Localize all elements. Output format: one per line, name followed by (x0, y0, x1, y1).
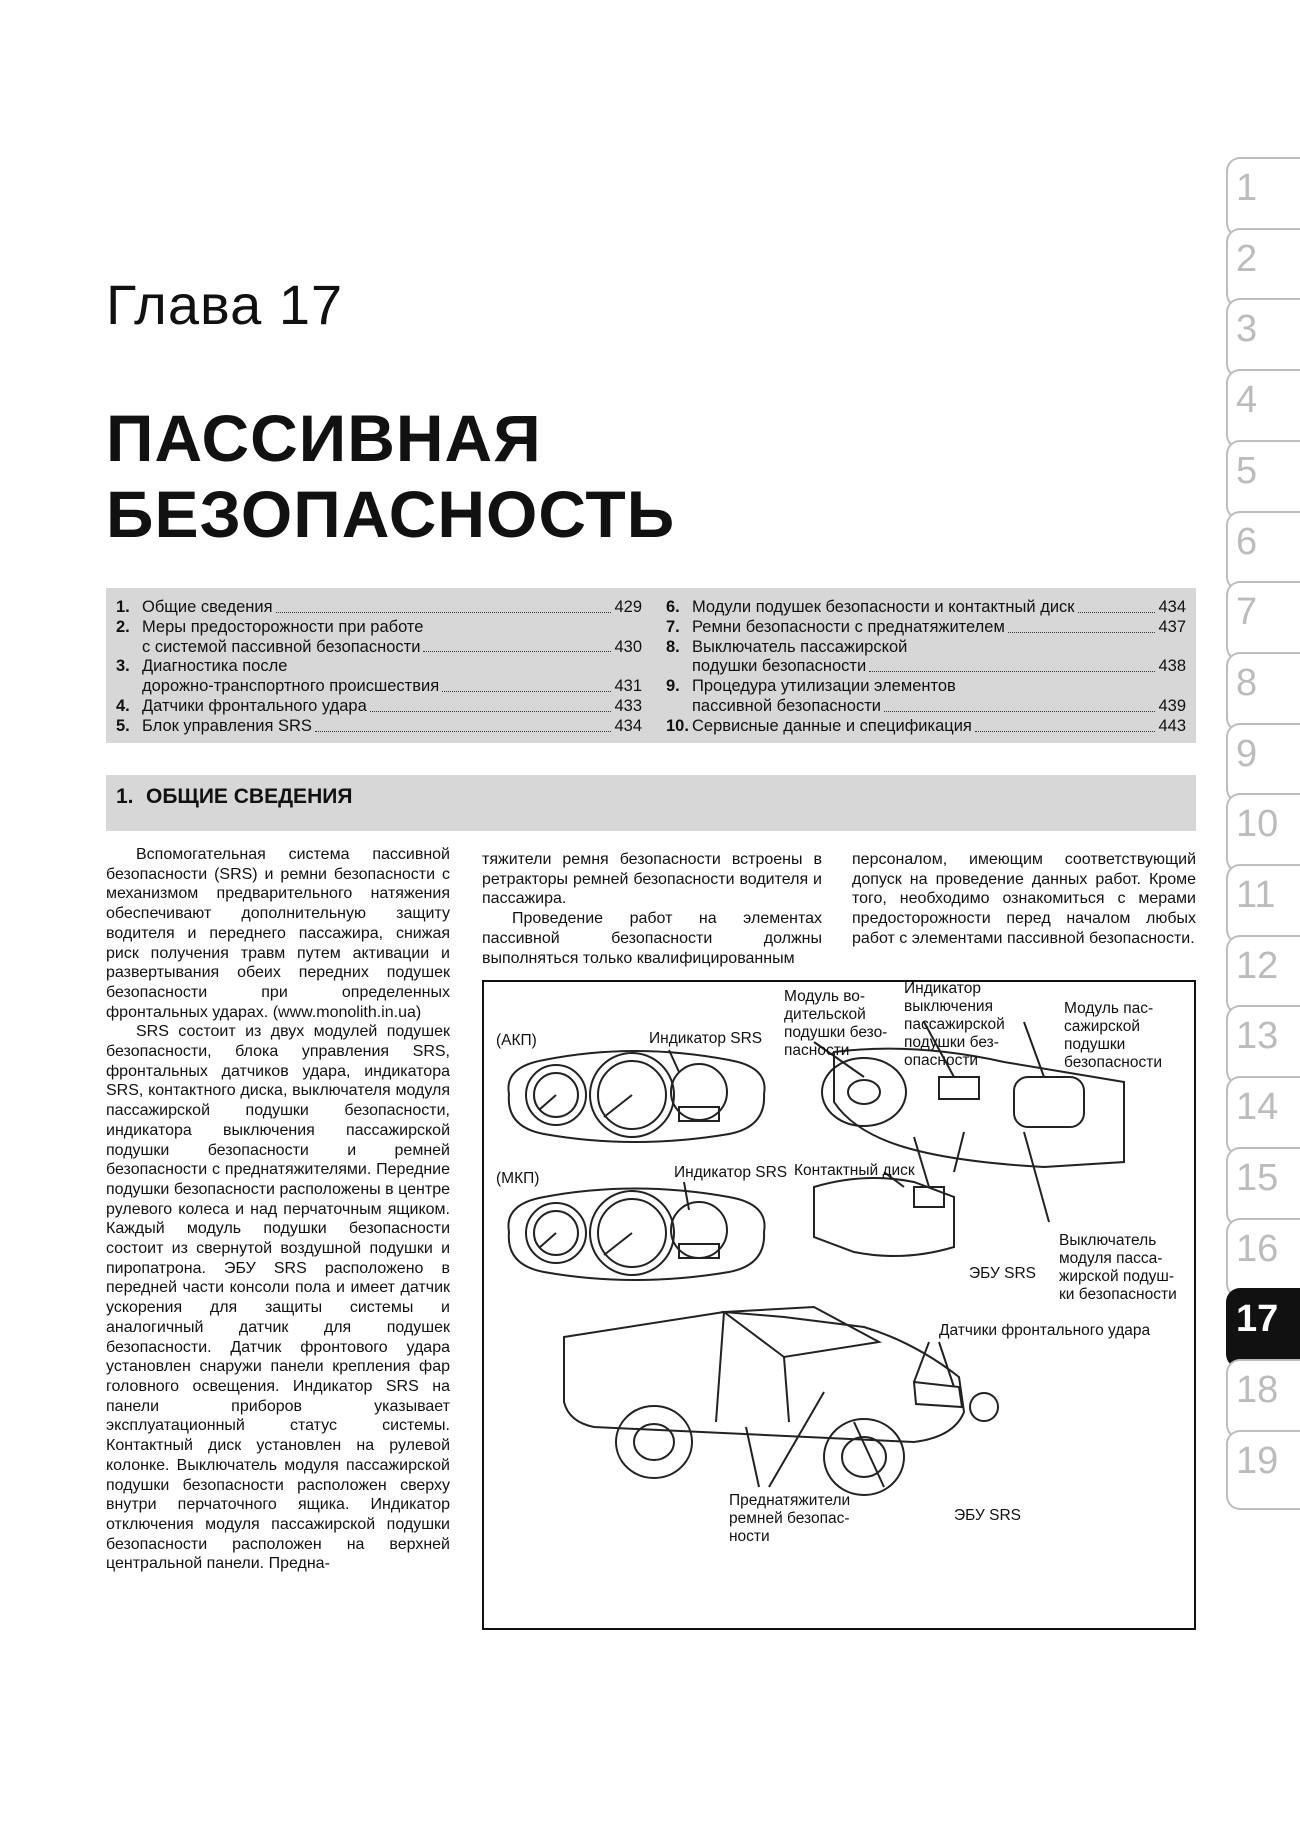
chapter-tab-label: 2 (1236, 237, 1258, 280)
passenger-airbag-switch-label: Выключатель модуля пасса- жирской подуш- ки безопасности (1059, 1232, 1177, 1303)
chapter-tab-label: 8 (1236, 661, 1258, 704)
chapter-tab-19[interactable] (1226, 1430, 1300, 1510)
toc-entry (116, 657, 642, 697)
toc-column-right (666, 598, 1186, 737)
toc-entry-line (142, 618, 642, 638)
toc-entry-title: Модули подушек безопасности и контактный диск (692, 598, 1075, 616)
toc-entry-page: 443 (1158, 716, 1186, 735)
chapter-tab-14[interactable] (1226, 1076, 1300, 1156)
passenger-airbag-off-indicator-label: Индикатор выключения пассажирской подушки без- опасности (904, 980, 1005, 1069)
toc-entry-line (692, 717, 1186, 737)
chapter-tab-8[interactable] (1226, 652, 1300, 732)
toc-entry-line (142, 697, 642, 717)
toc-entry-title: Датчики фронтального удара (142, 696, 367, 715)
toc-entry-line (142, 717, 642, 737)
toc-entry-title: Процедура утилизации элементов (692, 677, 956, 696)
chapter-title-line-1: ПАССИВНАЯ (106, 401, 542, 475)
toc-dot-leader (315, 731, 612, 732)
toc-entry (116, 618, 642, 658)
toc-entry-number: 2. (116, 617, 130, 636)
pretensioners-label: Преднатяжители ремней безопас- ности (729, 1492, 851, 1545)
toc-dot-leader (869, 671, 1155, 672)
toc-entry-number: 8. (666, 637, 680, 656)
chapter-tab-label: 4 (1236, 379, 1258, 422)
toc-entry-page: 434 (1158, 598, 1186, 616)
toc-dot-leader (1078, 612, 1156, 613)
chapter-tab-label: 9 (1236, 732, 1258, 775)
front-impact-sensors-label: Датчики фронтального удара (939, 1322, 1151, 1339)
toc-entry-line (142, 677, 642, 697)
chapter-tab-3[interactable] (1226, 298, 1300, 378)
chapter-tab-label: 11 (1236, 874, 1276, 916)
toc-dot-leader (442, 691, 611, 692)
chapter-tab-4[interactable] (1226, 369, 1300, 449)
chapter-tab-15[interactable] (1226, 1147, 1300, 1227)
section-title: ОБЩИЕ СВЕДЕНИЯ (146, 785, 353, 808)
text-column-1 (106, 845, 450, 1574)
chapter-tab-9[interactable] (1226, 723, 1300, 803)
toc-entry-number: 1. (116, 598, 130, 616)
chapter-tab-2[interactable] (1226, 228, 1300, 308)
paragraph: SRS состоит из двух модулей подушек безопасности, блока управления SRS, фронтальных датчиков удара, индикатора SRS, контактного диска, выключателя модуля пассажирской подушки безопасности, индикатора выключения пассажирской подушки безопасности и ремней безопасности с преднатяжителями. Передние подушки безопасности расположены в центре рулевого колеса и над перчаточным ящиком. Каждый модуль подушки безопасности состоит из свернутой воздушной подушки и пиропатрона. ЭБУ SRS расположено в передней части консоли пола и имеет датчик ускорения для защиты системы и аналогичный датчик для подушек безопасности. Датчик фронтового удара установлен снаружи панели крепления фар головного освещения. Индикатор SRS на панели приборов указывает эксплуатационный статус системы. Контактный диск установлен на рулевой колонке. Выключатель модуля пассажирской подушки безопасности расположен сверху внутри перчаточного ящика. Индикатор отключения модуля пассажирской подушки безопасности расположен на верхней центральной панели. Предна- (106, 1023, 450, 1573)
toc-entry (666, 677, 1186, 717)
toc-entry-page: 431 (614, 677, 642, 696)
text-column-3 (852, 850, 1196, 949)
chapter-tab-label: 1 (1236, 167, 1258, 209)
toc-entry-number: 6. (666, 598, 680, 616)
toc-entry-title: с системой пассивной безопасности (142, 637, 421, 656)
toc-entry-page: 434 (614, 716, 642, 735)
toc-entry-title: Выключатель пассажирской (692, 637, 908, 656)
toc-entry-line (692, 618, 1186, 638)
chapter-tab-11[interactable] (1226, 864, 1300, 944)
chapter-tab-1[interactable] (1226, 157, 1300, 237)
paragraph: персоналом, имеющим соответствующий допуск на проведение данных работ. Кроме того, необходимо ознакомиться с мерами предосторожности перед началом любых работ с элементами пассивной безопасности. (852, 851, 1196, 947)
chapter-tab-label: 18 (1236, 1368, 1279, 1411)
chapter-tab-label: 14 (1236, 1086, 1279, 1129)
paragraph: Вспомогательная система пассивной безопасности (SRS) и ремни безопасности с механизмом предварительного натяжения обеспечивают дополнительную защиту водителя и переднего пассажира, снижая риск получения травм путем активации и развертывания обеих передних подушек безопасности при определенных фронтальных ударах. (www.monolith.in.ua) (106, 846, 450, 1021)
srs-components-figure (482, 980, 1196, 1630)
toc-entry-number: 9. (666, 677, 680, 696)
toc-entry-line (142, 657, 642, 677)
section-number: 1. (116, 785, 134, 808)
toc-entry-page: 438 (1158, 657, 1186, 676)
chapter-tab-label: 7 (1236, 591, 1258, 634)
chapter-tab-label: 6 (1236, 520, 1258, 563)
toc-entry-line (692, 677, 1186, 697)
toc-entry (666, 717, 1186, 737)
toc-dot-leader (975, 731, 1156, 732)
chapter-tab-17[interactable] (1226, 1288, 1300, 1368)
chapter-tab-label: 19 (1236, 1439, 1279, 1482)
chapter-tab-label: 13 (1236, 1015, 1279, 1058)
interior-dashboard-illustration (814, 1049, 1124, 1256)
toc-entry-page: 429 (614, 598, 642, 616)
toc-entry-title: Меры предосторожности при работе (142, 617, 424, 636)
toc-entry-line (692, 598, 1186, 618)
toc-entry (666, 618, 1186, 638)
toc-entry-page: 430 (614, 637, 642, 656)
chapter-number: Глава 17 (106, 273, 344, 336)
chapter-tab-5[interactable] (1226, 440, 1300, 520)
toc-entry (116, 717, 642, 737)
chapter-tab-13[interactable] (1226, 1005, 1300, 1085)
toc-entry (116, 697, 642, 717)
chapter-tab-label: 15 (1236, 1156, 1279, 1199)
chapter-tab-label: 5 (1236, 449, 1258, 492)
chapter-tab-label: 10 (1236, 803, 1279, 846)
toc-entry-line (142, 638, 642, 658)
toc-entry-line (692, 657, 1186, 677)
toc-entry-number: 3. (116, 657, 130, 676)
toc-entry-page: 433 (614, 696, 642, 715)
toc-entry-number: 4. (116, 696, 130, 715)
toc-dot-leader (423, 651, 611, 652)
toc-entry-title: Сервисные данные и спецификация (692, 716, 972, 735)
toc-column-left (116, 598, 642, 737)
toc-dot-leader (276, 612, 612, 613)
toc-entry-line (692, 697, 1186, 717)
toc-entry-title: пассивной безопасности (692, 696, 881, 715)
chapter-title (106, 400, 675, 552)
chapter-tab-6[interactable] (1226, 511, 1300, 591)
toc-entry-title: Ремни безопасности с преднатяжителем (692, 617, 1005, 636)
toc-entry (116, 598, 642, 618)
instrument-cluster-akp-illustration (508, 1051, 764, 1142)
chapter-tab-label: 3 (1236, 308, 1258, 351)
toc-entry-number: 10. (666, 716, 689, 735)
srs-ecu-label-interior: ЭБУ SRS (969, 1265, 1036, 1282)
chapter-tab-label: 12 (1236, 944, 1279, 987)
driver-airbag-label: Модуль во- дительской подушки безо- пасности (784, 988, 888, 1059)
toc-entry-page: 439 (1158, 696, 1186, 715)
chapter-tab-label: 16 (1236, 1227, 1279, 1270)
passenger-airbag-label: Модуль пас- сажирской подушки безопасности (1064, 1000, 1162, 1071)
toc-entry-title: Диагностика после (142, 657, 288, 676)
chapter-tab-7[interactable] (1226, 581, 1300, 661)
toc-entry-title: подушки безопасности (692, 657, 867, 676)
chapter-title-line-2: БЕЗОПАСНОСТЬ (106, 477, 676, 551)
clock-spring-label: Контактный диск (794, 1162, 915, 1179)
text-column-2 (482, 850, 822, 968)
mkp-label: (МКП) (496, 1170, 540, 1187)
paragraph: тяжители ремня безопасности встроены в ретракторы ремней безопасности водителя и пассажира. (482, 851, 822, 908)
toc-dot-leader (370, 711, 612, 712)
toc-entry-page: 437 (1158, 617, 1186, 636)
chapter-tab-12[interactable] (1226, 935, 1300, 1015)
chapter-tab-16[interactable] (1226, 1218, 1300, 1298)
srs-indicator-label-akp: Индикатор SRS (649, 1030, 763, 1047)
toc-entry-line (692, 638, 1186, 658)
toc-entry (666, 598, 1186, 618)
chapter-tab-10[interactable] (1226, 793, 1300, 873)
table-of-contents (106, 588, 1196, 743)
toc-entry-title: Общие сведения (142, 598, 273, 616)
toc-entry-title: Блок управления SRS (142, 716, 312, 735)
instrument-cluster-mkp-illustration (508, 1189, 764, 1281)
toc-entry-number: 5. (116, 716, 130, 735)
toc-dot-leader (1008, 632, 1156, 633)
toc-entry-number: 7. (666, 617, 680, 636)
srs-ecu-label-vehicle: ЭБУ SRS (954, 1507, 1021, 1524)
toc-entry (666, 638, 1186, 678)
akp-label: (АКП) (496, 1032, 537, 1049)
section-heading (106, 775, 1196, 831)
paragraph: Проведение работ на элементах пассивной безопасности должны выполняться только квалифицированным (482, 910, 822, 967)
chapter-tab-18[interactable] (1226, 1359, 1300, 1439)
toc-entry-title: дорожно-транспортного происшествия (142, 677, 440, 696)
chapter-tab-label: 17 (1236, 1298, 1279, 1341)
srs-indicator-label-mkp: Индикатор SRS (674, 1164, 788, 1181)
toc-dot-leader (884, 711, 1155, 712)
toc-entry-line (142, 598, 642, 618)
